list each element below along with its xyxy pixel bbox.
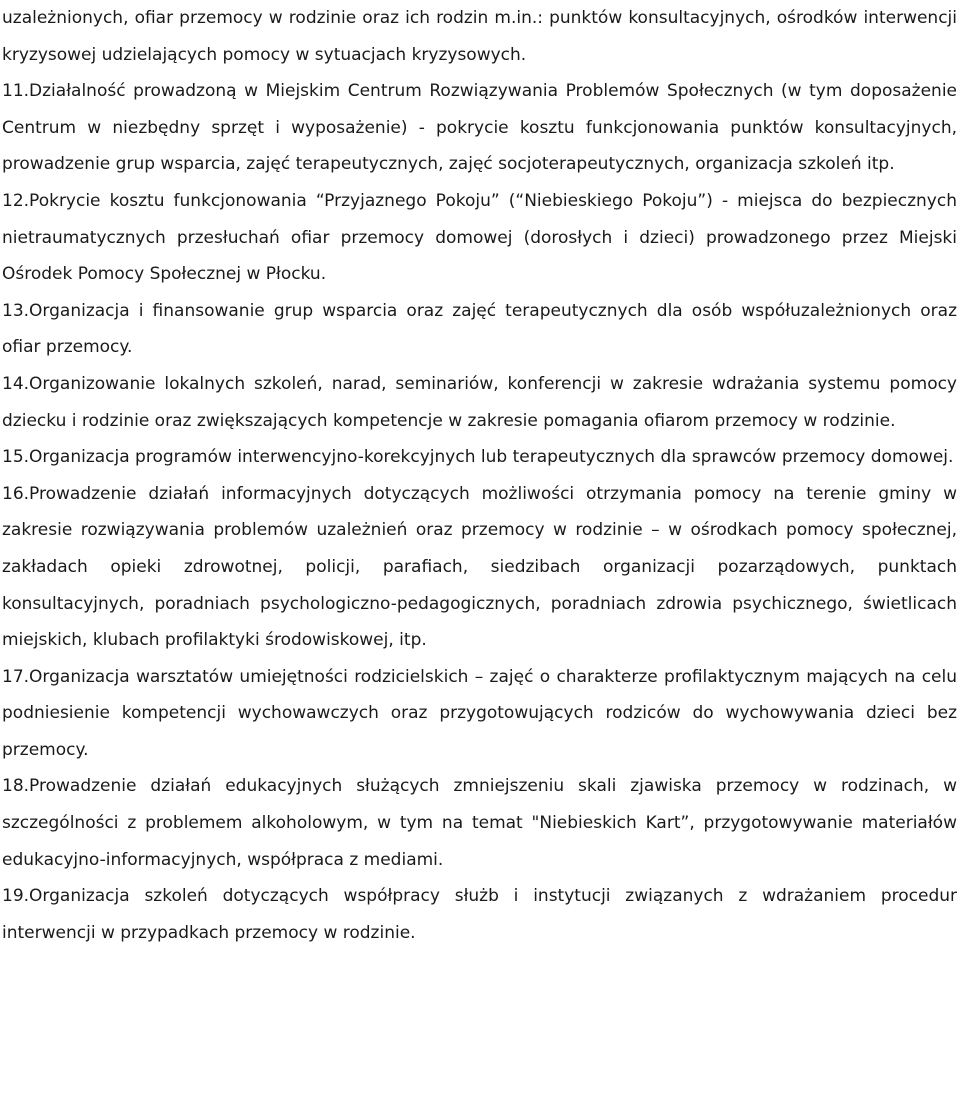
item-text: Pokrycie kosztu funkcjonowania “Przyjaznego Pokoju” (“Niebieskiego Pokoju”) - miejsca do bezpiecznych nietraumatycznych przesłuchań ofiar przemocy domowej (dorosłych i dzieci) prowadzonego przez Miejski Ośrodek Pomocy Społecznej w Płocku. bbox=[2, 190, 957, 285]
item-text: Organizacja i finansowanie grup wsparcia oraz zajęć terapeutycznych dla osób współuzależnionych oraz ofiar przemocy. bbox=[2, 300, 957, 358]
item-number: 13. bbox=[2, 300, 30, 321]
list-item-11 bbox=[2, 73, 957, 183]
list-item-17 bbox=[2, 659, 957, 769]
item-text: Prowadzenie działań informacyjnych dotyczących możliwości otrzymania pomocy na terenie gminy w zakresie rozwiązywania problemów uzależnień oraz przemocy w rodzinie – w ośrodkach pomocy społecznej, zakładach opieki zdrowotnej, policji, parafiach, siedzibach organizacji pozarządowych, punktach konsultacyjnych, poradniach psychologiczno-pedagogicznych, poradniach zdrowia psychicznego, świetlicach miejskich, klubach profilaktyki środowiskowej, itp. bbox=[2, 483, 957, 651]
item-number: 15. bbox=[2, 447, 30, 468]
intro-continuation: uzależnionych, ofiar przemocy w rodzinie oraz ich rodzin m.in.: punktów konsultacyjnych, ośrodków interwencji kryzysowej udzielających pomocy w sytuacjach kryzysowych. bbox=[2, 8, 957, 65]
item-number: 14. bbox=[2, 373, 30, 394]
item-number: 16. bbox=[2, 483, 30, 504]
item-text: Organizacja programów interwencyjno-korekcyjnych lub terapeutycznych dla sprawców przemocy domowej. bbox=[29, 447, 954, 468]
item-text: Organizacja szkoleń dotyczących współpracy służb i instytucji związanych z wdrażaniem procedur interwencji w przypadkach przemocy w rodzinie. bbox=[2, 886, 957, 943]
list-item-16 bbox=[2, 476, 957, 659]
list-item-13 bbox=[2, 293, 957, 366]
item-number: 12. bbox=[2, 190, 30, 211]
list-item-18 bbox=[2, 768, 957, 878]
item-number: 17. bbox=[2, 666, 30, 687]
list-item-12 bbox=[2, 183, 957, 293]
item-text: Organizacja warsztatów umiejętności rodzicielskich – zajęć o charakterze profilaktycznym mających na celu podniesienie kompetencji wychowawczych oraz przygotowujących rodziców do wychowywania dzieci bez przemocy. bbox=[2, 666, 957, 760]
item-number: 11. bbox=[2, 81, 30, 102]
list-item-15 bbox=[2, 439, 957, 476]
item-number: 19. bbox=[2, 886, 30, 907]
item-text: Prowadzenie działań edukacyjnych służących zmniejszeniu skali zjawiska przemocy w rodzinach, w szczególności z problemem alkoholowym, w tym na temat "Niebieskich Kart”, przygotowywanie materiałów edukacyjno-informacyjnych, współpraca z mediami. bbox=[2, 776, 957, 870]
list-item-19 bbox=[2, 878, 957, 951]
list-item-14 bbox=[2, 366, 957, 439]
item-text: Działalność prowadzoną w Miejskim Centrum Rozwiązywania Problemów Społecznych (w tym doposażenie Centrum w niezbędny sprzęt i wyposażenie) - pokrycie kosztu funkcjonowania punktów konsultacyjnych, prowadzenie grup wsparcia, zajęć terapeutycznych, zajęć socjoterapeutycznych, organizacja szkoleń itp. bbox=[2, 81, 957, 175]
item-number: 18. bbox=[2, 776, 30, 797]
item-text: Organizowanie lokalnych szkoleń, narad, seminariów, konferencji w zakresie wdrażania systemu pomocy dziecku i rodzinie oraz zwiększających kompetencje w zakresie pomagania ofiarom przemocy w rodzinie. bbox=[2, 373, 957, 431]
document-body bbox=[2, 0, 957, 951]
